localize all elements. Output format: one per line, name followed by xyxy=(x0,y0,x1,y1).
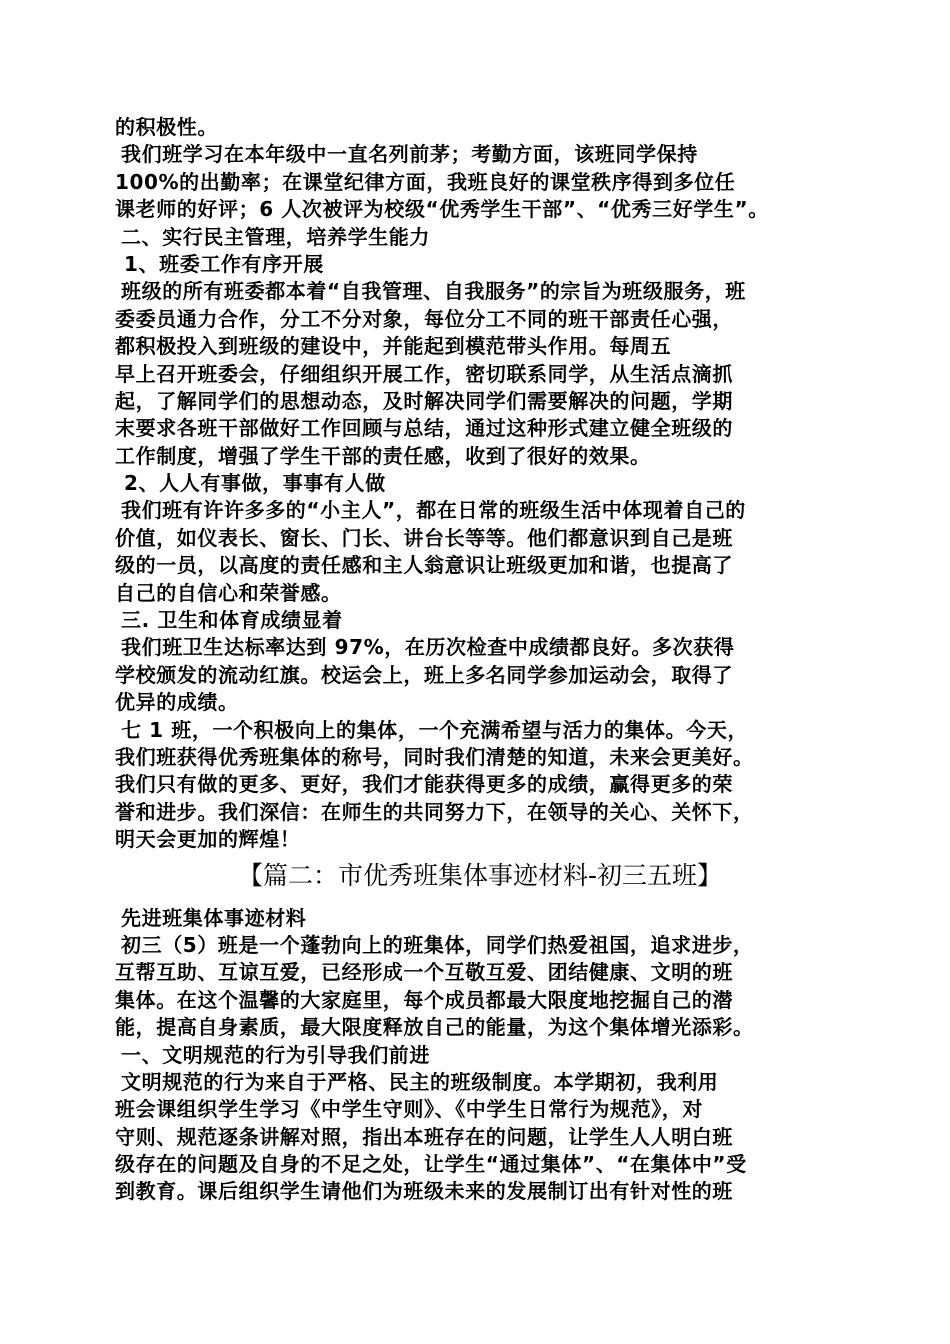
text-line: 能，提高自身素质，最大限度释放自己的能量，为这个集体增光添彩。 xyxy=(115,1015,754,1040)
text-line: 末要求各班干部做好工作回顾与总结，通过这种形式建立健全班级的 xyxy=(115,416,733,441)
text-line: 级存在的问题及自身的不足之处，让学生“通过集体”、“在集体中”受 xyxy=(115,1152,747,1177)
text-line: 我们班卫生达标率达到 97%，在历次检查中成绩都良好。多次获得 xyxy=(121,635,735,660)
text-line: 集体。在这个温馨的大家庭里，每个成员都最大限度地挖掘自己的潜 xyxy=(115,987,733,1012)
document-body xyxy=(115,114,855,1206)
section-heading-2: 二、实行民主管理，培养学生能力 xyxy=(121,224,430,249)
subsection-heading-2: 2、人人有事做，事事有人做 xyxy=(124,471,386,496)
text-line: 互帮互助、互谅互爱，已经形成一个互敬互爱、团结健康、文明的班 xyxy=(115,960,733,985)
text-line: 我们班学习在本年级中一直名列前茅；考勤方面，该班同学保持 xyxy=(121,142,698,167)
text-line: 的积极性。 xyxy=(115,115,218,139)
text-line: 班级的所有班委都本着“自我管理、自我服务”的宗旨为班级服务，班 xyxy=(121,279,746,304)
text-line: 课老师的好评；6 人次被评为校级“优秀学生干部”、“优秀三好学生”。 xyxy=(115,197,769,222)
text-line: 我们只有做的更多、更好，我们才能获得更多的成绩，赢得更多的荣 xyxy=(115,772,733,797)
text-line: 誉和进步。我们深信：在师生的共同努力下，在领导的关心、关怀下， xyxy=(115,799,754,824)
text-line: 七 1 班，一个积极向上的集体，一个充满希望与活力的集体。今天， xyxy=(121,717,749,742)
text-line: 早上召开班委会，仔细组织开展工作，密切联系同学，从生活点滴抓 xyxy=(115,361,733,386)
text-line: 我们班获得优秀班集体的称号，同时我们清楚的知道，未来会更美好。 xyxy=(115,744,754,769)
text-line: 初三（5）班是一个蓬勃向上的班集体，同学们热爱祖国，追求进步， xyxy=(121,932,754,957)
text-line: 文明规范的行为来自于严格、民主的班级制度。本学期初，我利用 xyxy=(121,1069,719,1094)
section-heading-1: 一、文明规范的行为引导我们前进 xyxy=(121,1042,430,1067)
text-line: 我们班有许许多多的“小主人”，都在日常的班级生活中体现着自己的 xyxy=(121,498,746,523)
text-line: 委委员通力合作，分工不分对象，每位分工不同的班干部责任心强， xyxy=(115,306,733,331)
part-two-heading: 【篇二：市优秀班集体事迹材料-初三五班】 xyxy=(237,860,723,890)
text-line: 100%的出勤率；在课堂纪律方面，我班良好的课堂秩序得到多位任 xyxy=(115,169,736,194)
part-two-title: 先进班集体事迹材料 xyxy=(121,905,307,930)
text-line: 都积极投入到班级的建设中，并能起到模范带头作用。每周五 xyxy=(115,334,672,359)
text-line: 级的一员，以高度的责任感和主人翁意识让班级更加和谐，也提高了 xyxy=(115,553,733,578)
text-line: 到教育。课后组织学生请他们为班级未来的发展制订出有针对性的班 xyxy=(115,1179,733,1204)
text-line: 优异的成绩。 xyxy=(115,690,239,715)
section-heading-3: 三. 卫生和体育成绩显着 xyxy=(121,608,343,633)
text-line: 起，了解同学们的思想动态，及时解决同学们需要解决的问题，学期 xyxy=(115,388,733,413)
text-line: 工作制度，增强了学生干部的责任感，收到了很好的效果。 xyxy=(115,443,651,468)
text-line: 班会课组织学生学习《中学生守则》、《中学生日常行为规范》，对 xyxy=(115,1097,703,1122)
subsection-heading-1: 1、班委工作有序开展 xyxy=(124,251,324,276)
text-line: 明天会更加的辉煌！ xyxy=(115,827,301,852)
text-line: 守则、规范逐条讲解对照，指出本班存在的问题，让学生人人明白班 xyxy=(115,1124,733,1149)
text-line: 学校颁发的流动红旗。校运会上，班上多名同学参加运动会，取得了 xyxy=(115,662,733,687)
text-line: 自己的自信心和荣誉感。 xyxy=(115,580,342,605)
text-line: 价值，如仪表长、窗长、门长、讲台长等等。他们都意识到自己是班 xyxy=(115,525,733,550)
